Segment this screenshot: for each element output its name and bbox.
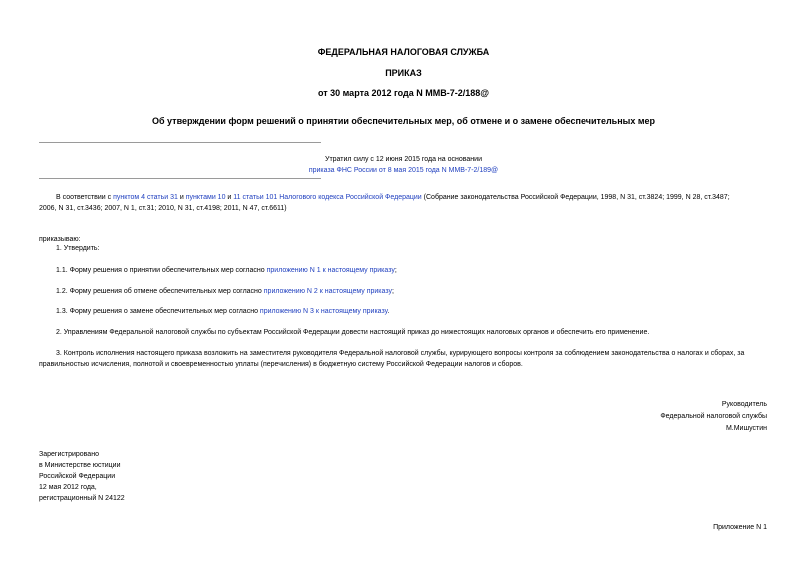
divider-bottom (39, 178, 321, 179)
link-p10[interactable]: пунктами 10 (185, 194, 226, 201)
link-appendix-2[interactable]: приложению N 2 к настоящему приказу (263, 288, 392, 295)
link-art31[interactable]: пунктом 4 статьи 31 (113, 194, 178, 201)
signature-block (660, 399, 767, 435)
item-1: 1. Утвердить: (56, 245, 100, 252)
link-appendix-1[interactable]: приложению N 1 к настоящему приказу (266, 267, 395, 274)
doc-type-heading: ПРИКАЗ (385, 68, 422, 78)
item-1-1: 1.1. Форму решения о принятии обеспечительных мер согласно приложению N 1 к настоящему приказу; (56, 267, 397, 274)
order-word: приказываю: (39, 236, 81, 243)
divider-top (39, 142, 321, 143)
item-1-2: 1.2. Форму решения об отмене обеспечительных мер согласно приложению N 2 к настоящему приказу; (56, 288, 394, 295)
item-3-line2: правильностью исчисления, полнотой и своевременностью уплаты (перечисления) в бюджетную систему Российской Федерации налогов и сборов. (39, 361, 523, 368)
registration-block: Зарегистрировано в Министерстве юстиции Российской Федерации 12 мая 2012 года, регистрационный N 24122 (39, 451, 125, 502)
status-line: Утратил силу с 12 июня 2015 года на основании (325, 156, 482, 163)
item-2: 2. Управлениям Федеральной налоговой службы по субъектам Российской Федерации довести настоящий приказ до нижестоящих налоговых органов и обеспечить его применение. (56, 329, 650, 336)
status-link[interactable]: приказа ФНС России от 8 мая 2015 года N ММВ-7-2/189@ (308, 167, 499, 174)
signature-role: Руководитель (721, 401, 767, 408)
preamble-line2: 2006, N 31, ст.3436; 2007, N 1, ст.31; 2010, N 31, ст.4198; 2011, N 47, ст.6611) (39, 205, 287, 212)
item-3-line1: 3. Контроль исполнения настоящего приказа возложить на заместителя руководителя Федеральной налоговой службы, курирующего вопросы контроля за соблюдением законодательства о налогах и сборах, за (56, 350, 745, 357)
item-1-3: 1.3. Форму решения о замене обеспечительных мер согласно приложению N 3 к настоящему приказу. (56, 308, 390, 315)
link-appendix-3[interactable]: приложению N 3 к настоящему приказу (259, 308, 388, 315)
signature-name: М.Мишустин (725, 425, 767, 432)
appendix-label: Приложение N 1 (713, 524, 767, 531)
document-title: Об утверждении форм решений о принятии обеспечительных мер, об отмене и о замене обеспечительных мер (151, 116, 655, 126)
date-number-heading: от 30 марта 2012 года N ММВ-7-2/188@ (317, 88, 490, 98)
agency-heading: ФЕДЕРАЛЬНАЯ НАЛОГОВАЯ СЛУЖБА (317, 47, 490, 57)
link-art101[interactable]: 11 статьи 101 Налогового кодекса Российской Федерации (233, 194, 422, 201)
preamble-line1: В соответствии с пунктом 4 статьи 31 и пунктами 10 и 11 статьи 101 Налогового кодекса Российской Федерации (Собрание законодательства Российской Федерации, 1998, N 31, ст.3824; 1999, N 28, ст.3487; (56, 194, 730, 201)
signature-org: Федеральной налоговой службы (660, 413, 767, 420)
